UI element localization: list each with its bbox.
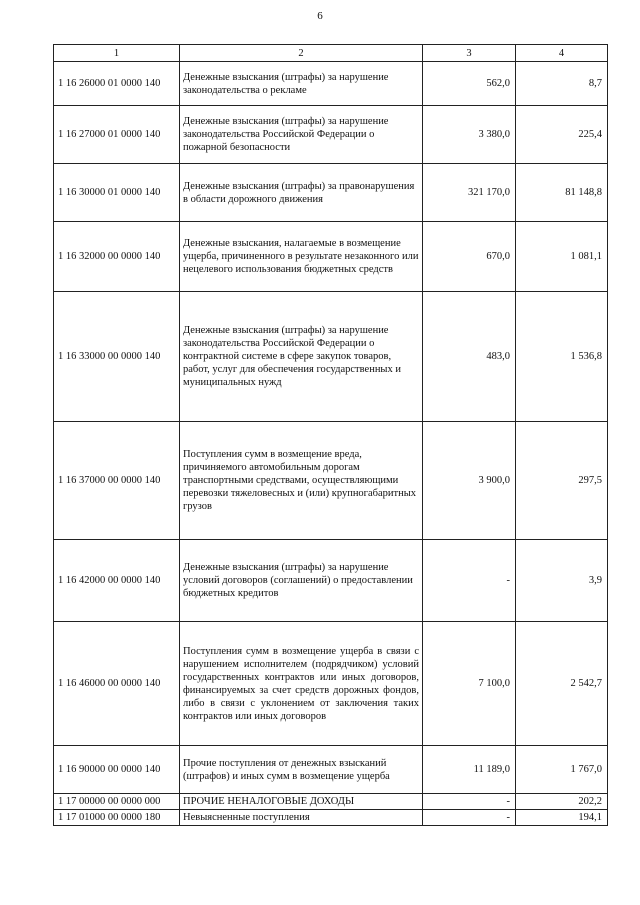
table-row <box>54 62 608 106</box>
table-row <box>54 106 608 164</box>
row-col3: 483,0 <box>423 292 516 422</box>
row-name: Денежные взыскания (штрафы) за нарушение законодательства Российской Федерации о пожарной безопасности <box>180 106 423 164</box>
revenue-table <box>53 44 608 826</box>
row-code: 1 16 90000 00 0000 140 <box>54 746 180 794</box>
row-col3: 3 900,0 <box>423 422 516 540</box>
row-col3: 7 100,0 <box>423 622 516 746</box>
row-col3: 562,0 <box>423 62 516 106</box>
row-name: Денежные взыскания (штрафы) за нарушение законодательства Российской Федерации о контрактной системе в сфере закупок товаров, работ, услуг для обеспечения государственных и муниципальных нужд <box>180 292 423 422</box>
column-header-1: 1 <box>54 45 180 62</box>
row-col3: 11 189,0 <box>423 746 516 794</box>
row-col4: 8,7 <box>516 62 608 106</box>
table-row <box>54 810 608 826</box>
row-code: 1 17 01000 00 0000 180 <box>54 810 180 826</box>
table-row <box>54 292 608 422</box>
row-code: 1 16 42000 00 0000 140 <box>54 540 180 622</box>
row-col3: 670,0 <box>423 222 516 292</box>
row-col3: - <box>423 540 516 622</box>
row-name: Денежные взыскания (штрафы) за правонарушения в области дорожного движения <box>180 164 423 222</box>
page-number: 6 <box>317 10 323 22</box>
row-col4: 225,4 <box>516 106 608 164</box>
row-col4: 194,1 <box>516 810 608 826</box>
row-code: 1 16 27000 01 0000 140 <box>54 106 180 164</box>
row-col4: 1 536,8 <box>516 292 608 422</box>
column-header-2: 2 <box>180 45 423 62</box>
row-code: 1 17 00000 00 0000 000 <box>54 794 180 810</box>
row-name: Денежные взыскания, налагаемые в возмещение ущерба, причиненного в результате незаконного или нецелевого использования бюджетных средств <box>180 222 423 292</box>
row-code: 1 16 33000 00 0000 140 <box>54 292 180 422</box>
column-header-3: 3 <box>423 45 516 62</box>
row-col4: 1 767,0 <box>516 746 608 794</box>
row-code: 1 16 32000 00 0000 140 <box>54 222 180 292</box>
table-row <box>54 622 608 746</box>
row-name: Денежные взыскания (штрафы) за нарушение законодательства о рекламе <box>180 62 423 106</box>
row-name: Денежные взыскания (штрафы) за нарушение условий договоров (соглашений) о предоставлении бюджетных кредитов <box>180 540 423 622</box>
row-col3: - <box>423 794 516 810</box>
table-row <box>54 164 608 222</box>
row-col4: 1 081,1 <box>516 222 608 292</box>
row-col4: 297,5 <box>516 422 608 540</box>
row-code: 1 16 30000 01 0000 140 <box>54 164 180 222</box>
table-row <box>54 222 608 292</box>
row-col4: 81 148,8 <box>516 164 608 222</box>
row-name: ПРОЧИЕ НЕНАЛОГОВЫЕ ДОХОДЫ <box>180 794 423 810</box>
table-header-row <box>54 45 608 62</box>
row-col3: 3 380,0 <box>423 106 516 164</box>
row-code: 1 16 37000 00 0000 140 <box>54 422 180 540</box>
row-name: Невыясненные поступления <box>180 810 423 826</box>
row-col4: 202,2 <box>516 794 608 810</box>
row-col4: 2 542,7 <box>516 622 608 746</box>
column-header-4: 4 <box>516 45 608 62</box>
table-row <box>54 422 608 540</box>
row-col3: 321 170,0 <box>423 164 516 222</box>
row-code: 1 16 26000 01 0000 140 <box>54 62 180 106</box>
row-col4: 3,9 <box>516 540 608 622</box>
row-code: 1 16 46000 00 0000 140 <box>54 622 180 746</box>
table-row <box>54 540 608 622</box>
row-col3: - <box>423 810 516 826</box>
row-name: Поступления сумм в возмещение ущерба в связи с нарушением исполнителем (подрядчиком) условий государственных контрактов или иных договоров, финансируемых за счет средств дорожных фондов, либо в связи с уклонением от заключения таких контрактов или иных договоров <box>180 622 423 746</box>
table-row <box>54 746 608 794</box>
table-row <box>54 794 608 810</box>
row-name: Прочие поступления от денежных взысканий (штрафов) и иных сумм в возмещение ущерба <box>180 746 423 794</box>
row-name: Поступления сумм в возмещение вреда, причиняемого автомобильным дорогам транспортными средствами, осуществляющими перевозки тяжеловесных и (или) крупногабаритных грузов <box>180 422 423 540</box>
